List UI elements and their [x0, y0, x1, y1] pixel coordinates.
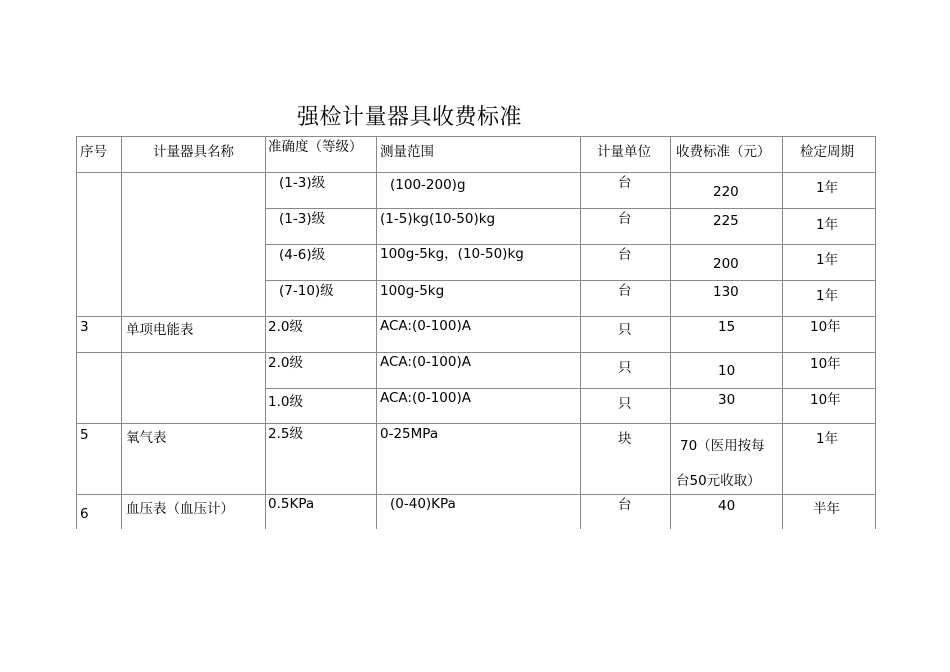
cell-accuracy: (1-3)级 [279, 211, 326, 227]
cell-name: 单项电能表 [126, 322, 194, 338]
column-divider [670, 136, 671, 529]
cell-period: 10年 [810, 356, 841, 372]
cell-accuracy: 2.0级 [268, 355, 303, 371]
header-period: 检定周期 [800, 144, 854, 160]
cell-accuracy: 2.0级 [268, 319, 303, 335]
header-fee: 收费标准（元） [676, 144, 771, 160]
cell-fee-line1: 70（医用按每 [680, 438, 765, 454]
row-divider [76, 172, 876, 173]
row-divider [265, 388, 876, 389]
cell-fee: 15 [718, 319, 736, 335]
cell-fee: 130 [713, 284, 739, 300]
column-divider [580, 136, 581, 529]
row-divider [76, 423, 876, 424]
column-divider [121, 136, 122, 529]
header-range: 测量范围 [380, 144, 434, 160]
header-name: 计量器具名称 [153, 144, 234, 160]
cell-unit: 台 [618, 175, 632, 191]
cell-accuracy: 2.5级 [268, 426, 303, 442]
cell-no: 5 [80, 427, 89, 443]
row-divider [76, 494, 876, 495]
header-no: 序号 [80, 144, 107, 160]
cell-range: ACA:(0-100)A [380, 390, 471, 406]
cell-fee-line2: 台50元收取） [676, 473, 761, 489]
cell-fee: 200 [713, 256, 739, 272]
cell-period: 10年 [810, 319, 841, 335]
cell-range: ACA:(0-100)A [380, 318, 471, 334]
cell-period: 1年 [816, 288, 839, 304]
cell-unit: 台 [618, 283, 632, 299]
cell-unit: 台 [618, 247, 632, 263]
cell-period: 半年 [813, 501, 840, 517]
column-divider [76, 136, 77, 529]
cell-accuracy: 1.0级 [268, 394, 303, 410]
cell-unit: 台 [618, 211, 632, 227]
cell-period: 1年 [816, 180, 839, 196]
cell-period: 1年 [816, 431, 839, 447]
cell-unit: 台 [618, 497, 632, 513]
cell-name: 氧气表 [126, 430, 167, 446]
row-divider [265, 280, 876, 281]
cell-range: 0-25MPa [380, 426, 439, 442]
cell-no: 6 [80, 506, 89, 522]
row-divider [265, 208, 876, 209]
cell-period: 1年 [816, 217, 839, 233]
column-divider [782, 136, 783, 529]
cell-range: (1-5)kg(10-50)kg [380, 211, 496, 227]
cell-period: 10年 [810, 392, 841, 408]
cell-name: 血压表（血压计） [126, 501, 234, 517]
cell-accuracy: (7-10)级 [279, 283, 334, 299]
row-divider [76, 352, 876, 353]
cell-range: 100g-5kg [380, 283, 445, 299]
cell-range: (0-40)KPa [390, 496, 456, 512]
header-unit: 计量单位 [597, 144, 651, 160]
column-divider [265, 136, 266, 529]
cell-range: 100g-5kg，(10-50)kg [380, 246, 524, 262]
cell-range: ACA:(0-100)A [380, 354, 471, 370]
cell-no: 3 [80, 319, 89, 335]
cell-accuracy: 0.5KPa [268, 496, 315, 512]
cell-accuracy: (1-3)级 [279, 175, 326, 191]
cell-fee: 225 [713, 213, 739, 229]
cell-unit: 块 [618, 431, 632, 447]
cell-fee: 220 [713, 184, 739, 200]
row-divider [76, 316, 876, 317]
cell-range: (100-200)g [390, 177, 466, 193]
row-divider [265, 244, 876, 245]
cell-unit: 只 [618, 396, 632, 412]
cell-fee: 40 [718, 498, 736, 514]
cell-unit: 只 [618, 360, 632, 376]
cell-period: 1年 [816, 252, 839, 268]
document-title: 强检计量器具收费标准 [297, 105, 523, 130]
table-border-top [76, 136, 876, 137]
table-border-right [875, 136, 876, 529]
cell-unit: 只 [618, 322, 632, 338]
column-divider [376, 136, 377, 529]
header-accuracy: 准确度（等级） [268, 139, 363, 155]
cell-accuracy: (4-6)级 [279, 247, 326, 263]
cell-fee: 30 [718, 392, 736, 408]
cell-fee: 10 [718, 363, 736, 379]
